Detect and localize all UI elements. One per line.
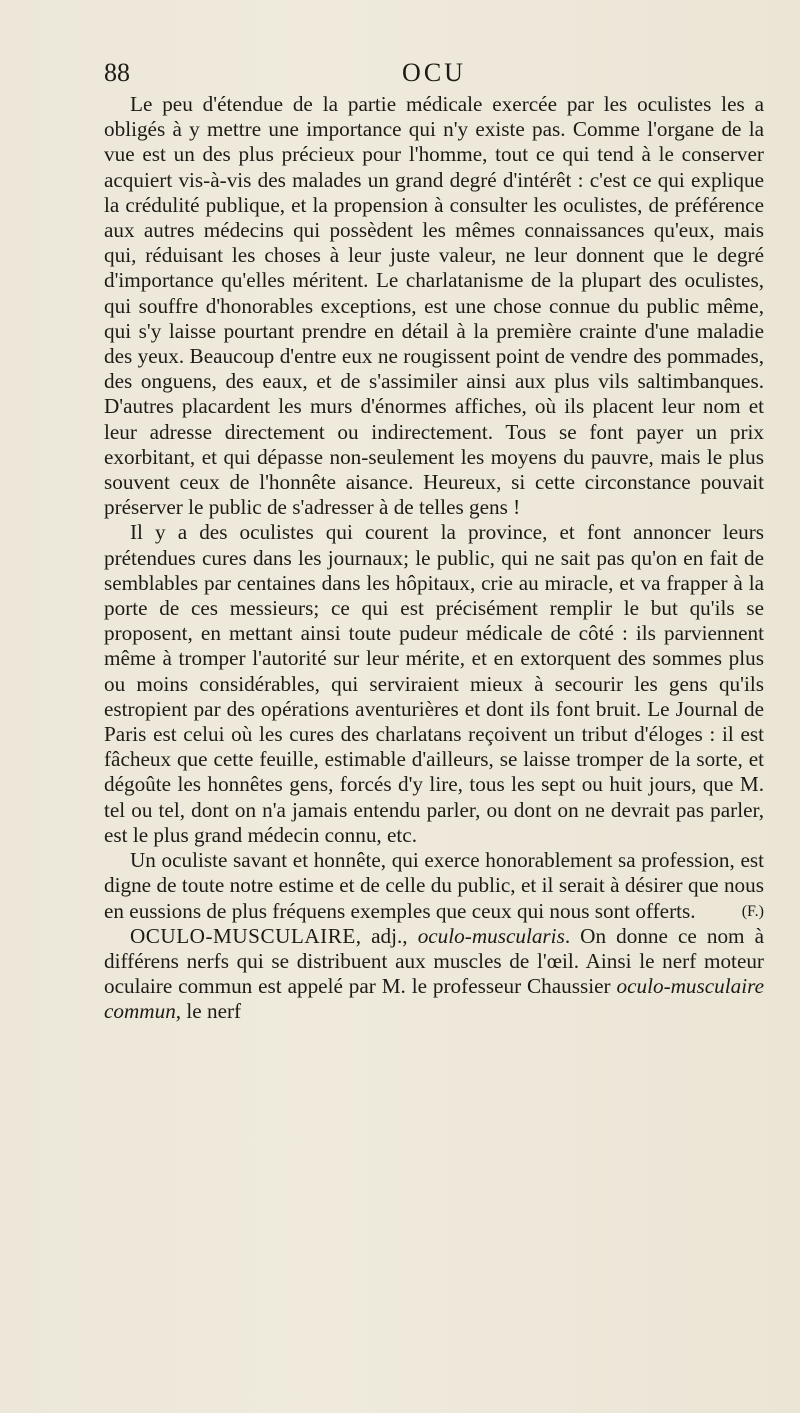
entry-pos: , adj.,	[355, 923, 418, 948]
author-signature: (F.)	[741, 902, 764, 920]
entry-text-1: . On donne ce nom à différens nerfs qui se distribuent aux muscles de l'œil. Ainsi le nerf moteur oculaire commun est appelé par M. le professeur Chaussier	[104, 923, 764, 999]
entry-latin: oculo-muscularis	[417, 923, 565, 948]
entry-text-2: , le nerf	[175, 999, 242, 1024]
page-header	[104, 58, 764, 88]
entry-italic-term: oculo-musculaire commun	[104, 974, 764, 1024]
page-body	[104, 92, 764, 1025]
entry-headword: OCULO-MUSCULAIRE	[130, 923, 356, 948]
paragraph-3	[104, 848, 764, 924]
page-number: 88	[104, 58, 130, 87]
paragraph-2: Il y a des oculistes qui courent la province, et font annoncer leurs prétendues cures dans les journaux; le public, qui ne sait pas qu'on en fait de semblables par centaines dans les hôpitaux, crie au miracle, et va frapper à la porte de ces messieurs; ce qui est précisément remplir le but qu'ils se proposent, en mettant ainsi toute pudeur médicale de côté : ils parviennent même à tromper l'autorité sur leur mérite, et en extorquent des sommes plus ou moins considérables, qui serviraient mieux à secourir les gens qu'ils estropient par des opérations aventurières et dont ils font bruit. Le Journal de Paris est celui où les cures des charlatans reçoivent un tribut d'éloges : il est fâcheux que cette feuille, estimable d'ailleurs, se laisse tromper de la sorte, et dégoûte les honnêtes gens, forcés d'y lire, tous les sept ou huit jours, que M. tel ou tel, dont on n'a jamais entendu parler, ou dont on ne devrait pas parler, est le plus grand médecin connu, etc.	[104, 520, 764, 847]
running-head: OCU	[402, 58, 466, 87]
dictionary-entry	[104, 924, 764, 1025]
paragraph-3-text: Un oculiste savant et honnête, qui exerce honorablement sa profession, est digne de toute notre estime et de celle du public, et il serait à désirer que nous en eussions de plus fréquens exemples que ceux qui nous sont offerts.	[104, 848, 764, 923]
paragraph-1: Le peu d'étendue de la partie médicale exercée par les oculistes les a obligés à y mettre une importance qui n'y existe pas. Comme l'organe de la vue est un des plus précieux pour l'homme, tout ce qui tend à le conserver acquiert vis-à-vis des malades un grand degré d'intérêt : c'est ce qui explique la crédulité publique, et la propension à consulter les oculistes, de préférence aux autres médecins qui possèdent les mêmes connaissances qu'eux, mais qui, réduisant les choses à leur juste valeur, ne leur donnent que le degré d'importance qu'elles méritent. Le charlatanisme de la plupart des oculistes, qui souffre d'honorables exceptions, est une chose connue du public même, qui s'y laisse pourtant prendre en détail à la première crainte d'une maladie des yeux. Beaucoup d'entre eux ne rougissent point de vendre des pommades, des onguens, des eaux, et de s'assimiler ainsi aux plus vils saltimbanques. D'autres placardent les murs d'énormes affiches, où ils placent leur nom et leur adresse directement ou indirectement. Tous se font payer un prix exorbitant, et qui dépasse non-seulement les moyens du pauvre, mais le plus souvent ceux de l'honnête aisance. Heureux, si cette circonstance pouvait préserver le public de s'adresser à de telles gens !	[104, 92, 764, 520]
